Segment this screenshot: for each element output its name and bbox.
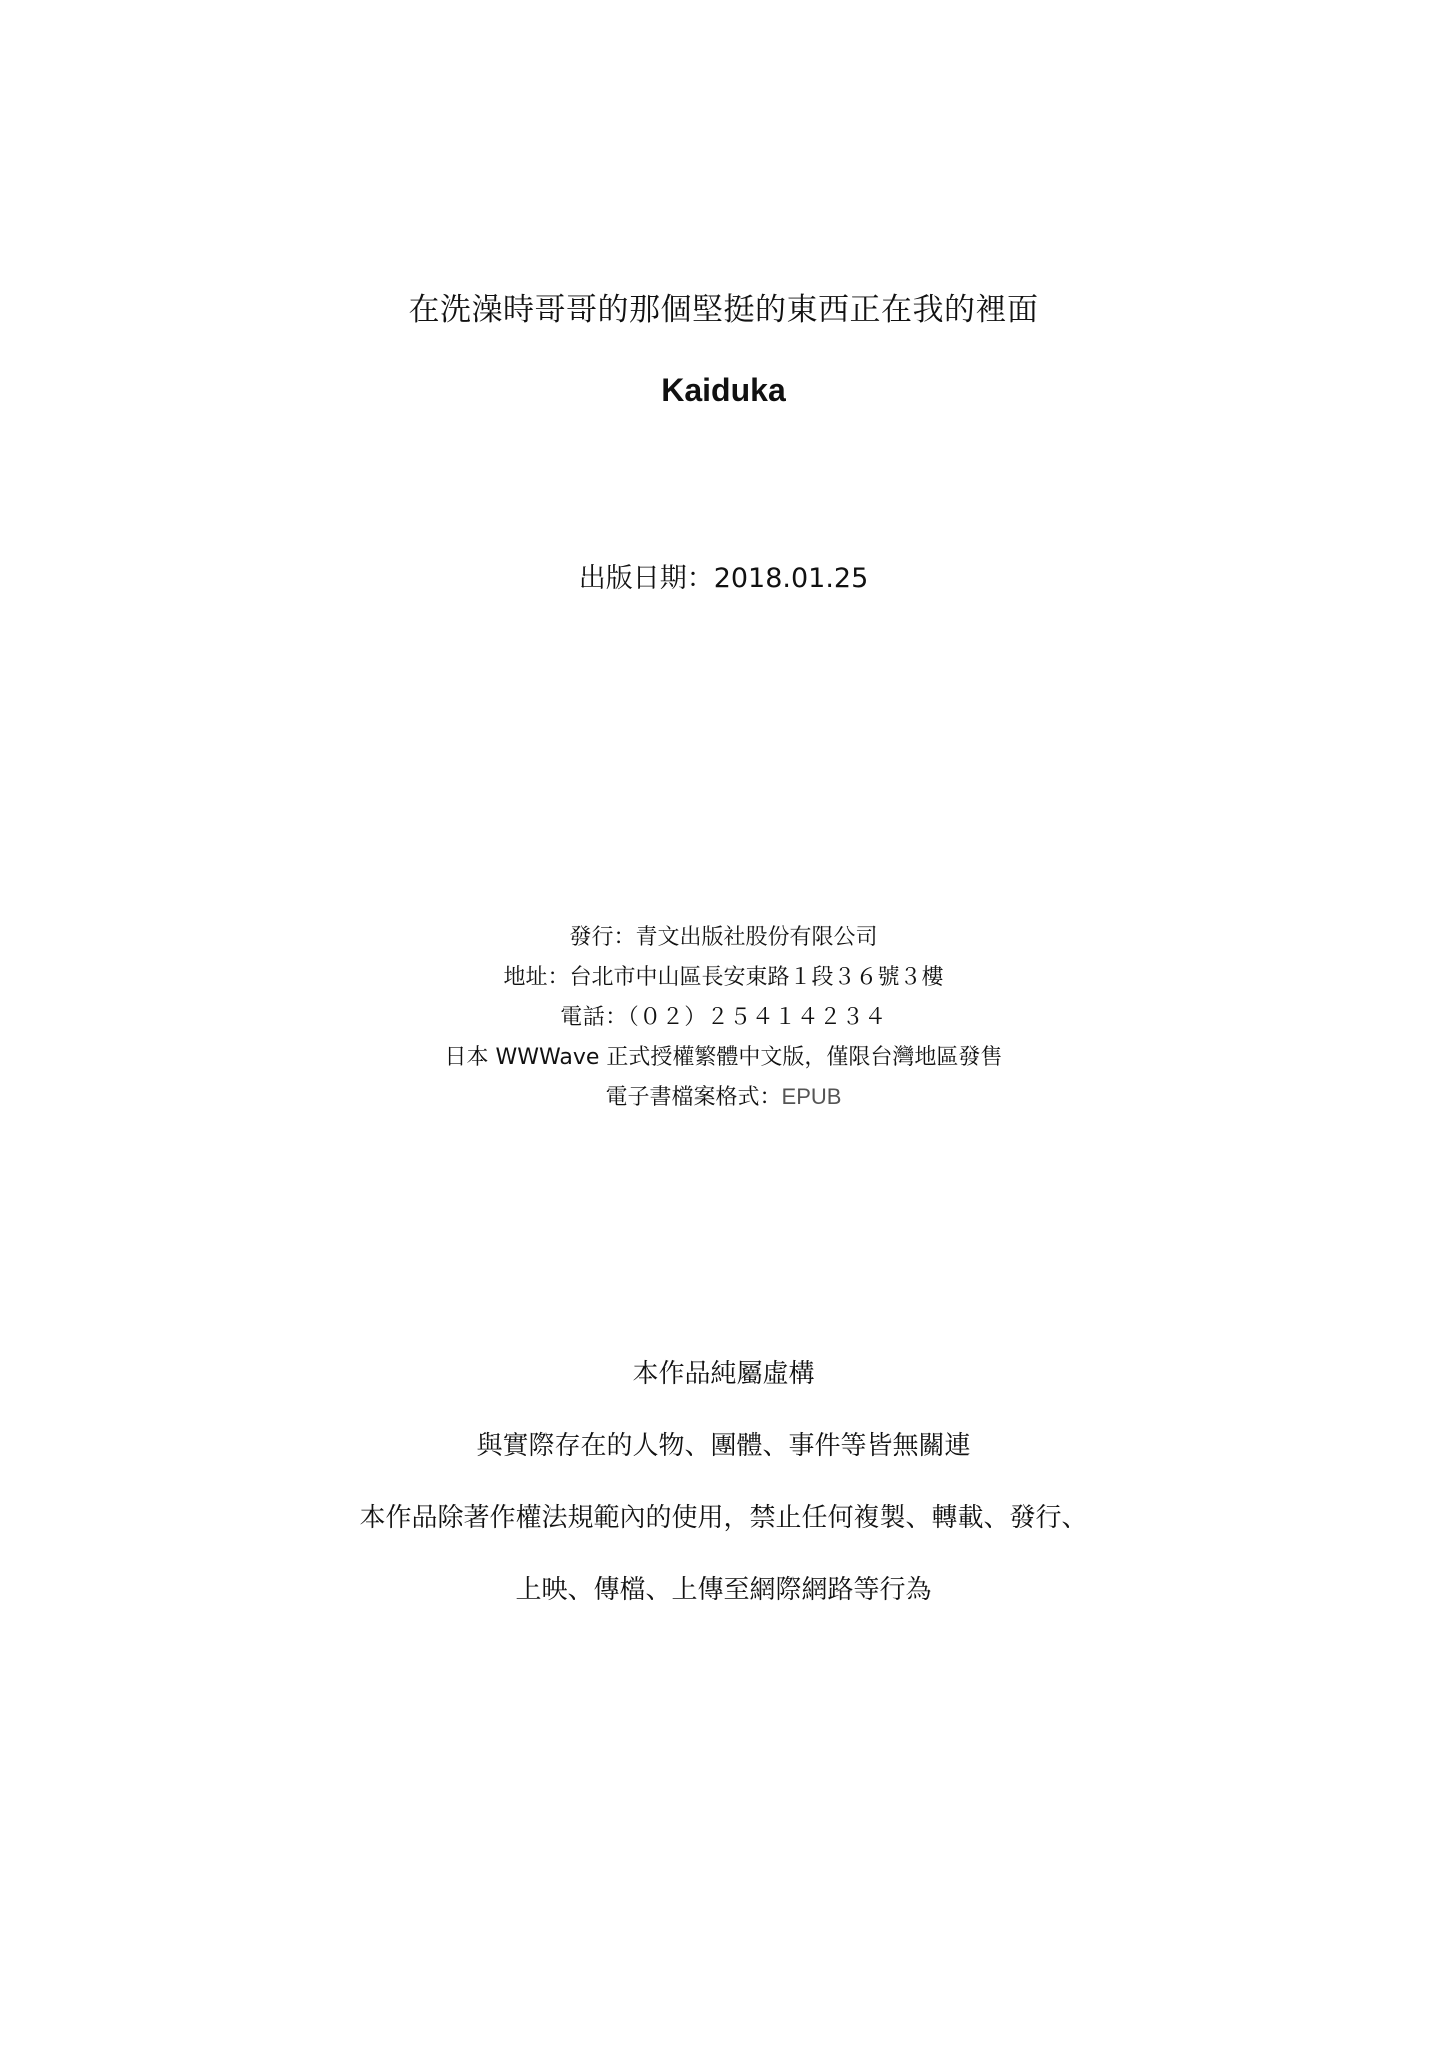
publisher-line: 發行：青文出版社股份有限公司	[569, 925, 878, 950]
license-line: 日本 WWWave 正式授權繁體中文版，僅限台灣地區發售	[444, 1045, 1003, 1070]
copyright-notice-line-1: 本作品除著作權法規範內的使用，禁止任何複製、轉載、發行、	[359, 1503, 1088, 1533]
file-format-value: EPUB	[781, 1084, 842, 1109]
file-format-line	[0, 1080, 1447, 1111]
fiction-notice: 本作品純屬虛構	[632, 1359, 815, 1389]
publication-date: 出版日期：2018.01.25	[578, 563, 869, 594]
copyright-notice-line-2: 上映、傳檔、上傳至網際網路等行為	[515, 1575, 932, 1605]
file-format-label: 電子書檔案格式：	[605, 1085, 782, 1110]
address-line: 地址：台北市中山區長安東路１段３６號３樓	[503, 965, 944, 990]
phone-line: 電話：（０２）２５４１４２３４	[560, 1005, 887, 1030]
book-title: 在洗澡時哥哥的那個堅挺的東西正在我的裡面	[408, 292, 1039, 328]
unrelated-notice: 與實際存在的人物、團體、事件等皆無關連	[476, 1431, 971, 1461]
book-author: Kaiduka	[661, 372, 786, 408]
